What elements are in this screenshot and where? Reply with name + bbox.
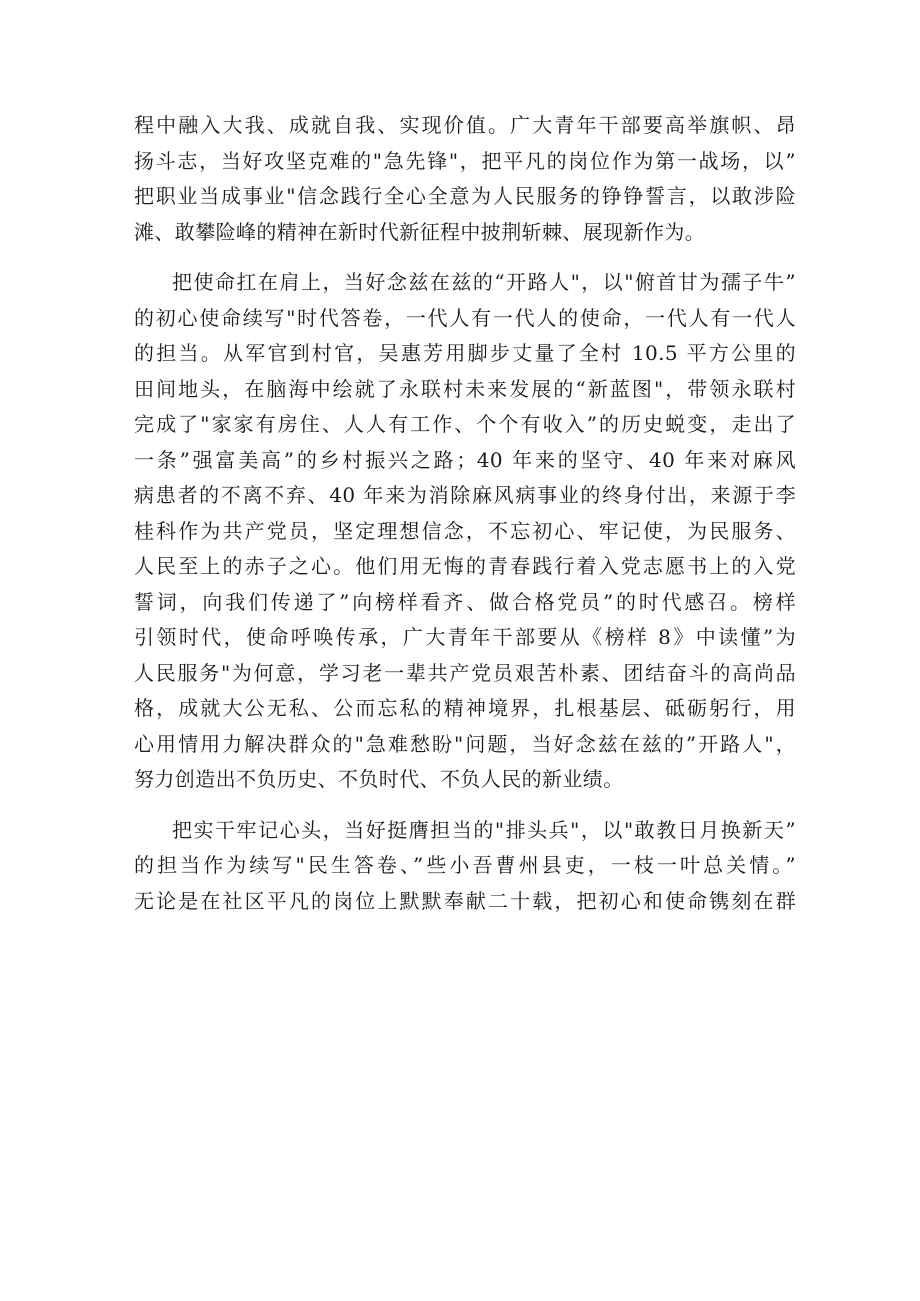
text-line: 把职业当成事业"信念践行全心全意为人民服务的铮铮誓言，以敢涉险 — [134, 184, 796, 208]
text-line: 把使命扛在肩上，当好念兹在兹的“开路人"，以"俯首甘为孺子牛” — [172, 270, 796, 294]
text-line: 心用情用力解决群众的"急难愁盼"问题，当好念兹在兹的”开路人"， — [134, 731, 796, 756]
text-line: 无论是在社区平凡的岗位上默默奉献二十载，把初心和使命镌刻在群 — [134, 888, 796, 913]
text-line: 格，成就大公无私、公而忘私的精神境界，扎根基层、砥砺躬行，用 — [134, 696, 796, 720]
text-line: 努力创造出不负历史、不负时代、不负人民的新业绩。 — [134, 767, 624, 791]
text-line: 完成了"家家有房住、人人有工作、个个有收入”的历史蜕变，走出了 — [134, 412, 796, 436]
document-body — [134, 108, 796, 919]
text-line: 病患者的不离不弃、40 年来为消除麻风病事业的终身付出，来源于李 — [134, 483, 796, 507]
text-line: 桂科作为共产党员，坚定理想信念，不忘初心、牢记使，为民服务、 — [134, 518, 796, 543]
paragraph-gap — [134, 250, 796, 265]
paragraph — [134, 108, 796, 250]
paragraph — [134, 265, 796, 798]
text-line: 程中融入大我、成就自我、实现价值。广大青年干部要高举旗帜、昂 — [134, 113, 796, 137]
text-line: 的初心使命续写"时代答卷，一代人有一代人的使命，一代人有一代人 — [134, 305, 796, 330]
text-line: 田间地头，在脑海中绘就了永联村未来发展的“新蓝图"，带领永联村 — [134, 376, 796, 401]
text-line: 滩、敢攀险峰的精神在新时代新征程中披荆斩棘、展现新作为。 — [134, 219, 706, 244]
text-line: 扬斗志，当好攻坚克难的"急先锋"，把平凡的岗位作为第一战场，以” — [134, 148, 796, 173]
text-line: 的担当作为续写"民生答卷、”些小吾曹州县吏，一枝一叶总关情。” — [134, 853, 796, 877]
text-line: 把实干牢记心头，当好挺膺担当的"排头兵"，以"敢教日月换新天” — [172, 817, 796, 842]
paragraph-gap — [134, 798, 796, 813]
text-line: 一条”强富美高”的乡村振兴之路；40 年来的坚守、40 年来对麻风 — [134, 447, 796, 472]
text-line: 的担当。从军官到村官，吴惠芳用脚步丈量了全村 10.5 平方公里的 — [134, 341, 796, 365]
text-line: 人民至上的赤子之心。他们用无悔的青春践行着入党志愿书上的入党 — [134, 554, 796, 578]
paragraph — [134, 813, 796, 920]
text-line: 引领时代，使命呼唤传承，广大青年干部要从《榜样 8》中读懂”为 — [134, 625, 796, 649]
text-line: 人民服务"为何意，学习老一辈共产党员艰苦朴素、团结奋斗的高尚品 — [134, 660, 796, 685]
text-line: 誓词，向我们传递了”向榜样看齐、做合格党员”的时代感召。榜样 — [134, 589, 796, 614]
